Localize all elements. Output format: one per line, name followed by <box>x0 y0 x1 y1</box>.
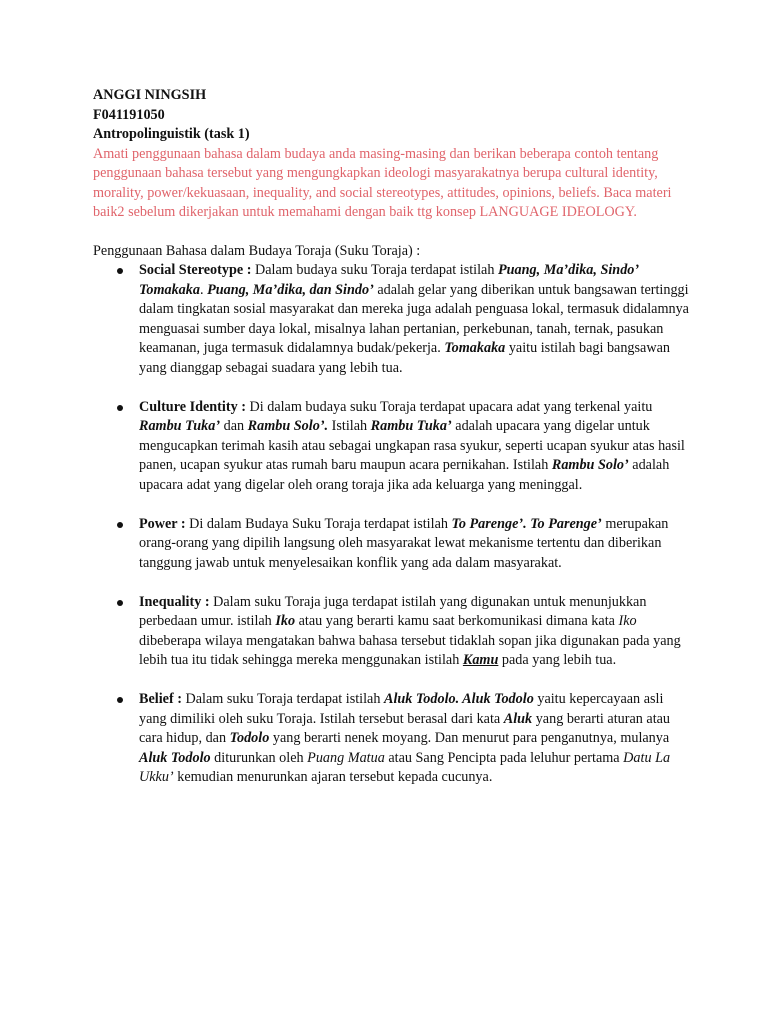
item-text-run: Aluk Todolo <box>139 749 211 766</box>
item-text-run: Rambu Tuka’ <box>139 418 221 434</box>
bullet-item <box>93 515 693 574</box>
item-term: Social Stereotype : <box>139 262 252 278</box>
item-text-run: Iko <box>275 613 296 629</box>
item-text-run: yang berarti aturan atau cara hidup, dan <box>139 710 671 746</box>
item-text-run: merupakan orang-orang yang dipilih langsung oleh masyarakat lewat mekanisme tertentu dan diberikan tanggung jawab untuk menyelesaikan konflik yang ada dalam masyarakat. <box>139 515 669 571</box>
item-term: Belief : <box>139 691 182 707</box>
item-text-run: Puang, Ma’dika, dan Sindo’ <box>207 281 374 298</box>
bullet-icon <box>117 268 123 274</box>
document-body <box>93 86 693 807</box>
item-text-run: Todolo <box>229 730 270 746</box>
bullet-list <box>93 261 693 788</box>
item-text-run: adalah gelar yang diberikan untuk bangsawan tertinggi dalam tingkatan sosial masyarakat dan mereka juga adalah penguasa lokal, termasuk didalamnya menguasai sumber daya lokal, misalnya lahan pertanian, perkebunan, tanah, ternak, pasukan keamanan, juga termasuk didalamnya budak/pekerja. <box>139 281 689 356</box>
item-text-run: Rambu Tuka’ <box>370 418 452 434</box>
item-text-run: Dalam suku Toraja juga terdapat istilah yang digunakan untuk menunjukkan perbedaan umur. istilah <box>139 593 647 629</box>
item-term: Power : <box>139 515 186 532</box>
bullet-item <box>93 690 693 788</box>
item-text-run: Rambu Solo’ <box>551 457 629 473</box>
bullet-icon <box>117 600 123 606</box>
item-text-run: Kamu <box>462 652 499 668</box>
item-text-run: yang berarti nenek moyang. Dan menurut para penganutnya, mulanya <box>269 730 670 746</box>
item-text-run: Tomakaka <box>444 340 506 356</box>
item-text-run: . <box>199 281 208 298</box>
item-text-run: Aluk <box>503 710 533 727</box>
bullet-item <box>93 261 693 378</box>
section-intro: Penggunaan Bahasa dalam Budaya Toraja (Suku Toraja) : <box>93 242 421 259</box>
item-text-run: Puang, Ma’dika, Sindo’ Tomakaka <box>139 262 639 298</box>
task-instructions: Amati penggunaan bahasa dalam budaya anda masing-masing dan berikan beberapa contoh tentang penggunaan bahasa tersebut yang mengungkapkan ideologi masyarakatnya berupa cultural identity, morality, power/kekuasaan, inequality, and social stereotypes, attitudes, opinions, beliefs. Baca materi baik2 sebelum dikerjakan untuk memahami dengan baik ttg konsep LANGUAGE IDEOLOGY. <box>93 145 672 220</box>
bullet-text <box>139 691 670 785</box>
item-text-run: To Parenge’. To Parenge’ <box>451 515 602 532</box>
bullet-text <box>139 594 681 669</box>
item-text-run: pada yang lebih tua. <box>498 652 617 668</box>
bullet-icon <box>117 697 123 703</box>
item-text-run: yaitu istilah bagi bangsawan yang dianggap sebagai suadara yang lebih tua. <box>139 340 670 376</box>
bullet-item <box>93 398 693 496</box>
item-text-run: Dalam budaya suku Toraja terdapat istilah <box>251 262 498 278</box>
item-text-run: Puang Matua <box>307 749 385 766</box>
item-text-run: adalah upacara adat yang digelar oleh orang toraja jika ada keluarga yang meninggal. <box>139 457 670 493</box>
item-text-run: Rambu Solo’. <box>247 418 329 434</box>
item-text-run: Di dalam budaya suku Toraja terdapat upacara adat yang terkenal yaitu <box>245 398 653 415</box>
item-term: Culture Identity : <box>139 398 246 415</box>
item-text-run: Istilah <box>328 418 371 434</box>
item-text-run: Dalam suku Toraja terdapat istilah <box>181 691 384 707</box>
spacer <box>93 223 693 242</box>
item-text-run: adalah upacara yang digelar untuk mengucapkan terimah kasih atau sebagai ungkapan rasa syukur, seperti ucapan syukur atas hasil panen, ucapan syukur atas rumah baru maupun acara pernikahan. Istilah <box>139 418 685 473</box>
item-text-run: atau yang berarti kamu saat berkomunikasi dimana kata <box>295 613 619 629</box>
item-text-run: Datu La Ukku’ <box>139 749 671 785</box>
item-text-run: dibeberapa wilaya mengatakan bahwa bahasa tersebut tidaklah sopan jika digunakan pada yang lebih tua itu tidak sehingga mereka menggunakan istilah <box>139 632 681 668</box>
bullet-item <box>93 593 693 671</box>
course-title: Antropolinguistik (task 1) <box>93 126 250 142</box>
bullet-icon <box>117 522 123 528</box>
bullet-text <box>139 262 689 376</box>
item-text-run: Di dalam Budaya Suku Toraja terdapat istilah <box>185 515 452 532</box>
bullet-text <box>139 516 668 571</box>
item-text-run: yaitu kepercayaan asli yang dimiliki oleh suku Toraja. Istilah tersebut berasal dari kata <box>139 691 664 727</box>
item-text-run: Aluk Todolo. Aluk Todolo <box>383 691 534 707</box>
item-text-run: Iko <box>618 613 637 629</box>
item-text-run: dan <box>220 418 248 434</box>
item-text-run: diturunkan oleh <box>210 749 308 766</box>
bullet-text <box>139 399 685 493</box>
item-text-run: atau Sang Pencipta pada leluhur pertama <box>384 749 624 766</box>
item-term: Inequality : <box>139 593 210 610</box>
student-id: F041191050 <box>93 106 165 123</box>
author-name: ANGGI NINGSIH <box>93 87 207 103</box>
bullet-icon <box>117 405 123 411</box>
item-text-run: kemudian menurunkan ajaran tersebut kepada cucunya. <box>173 769 493 785</box>
